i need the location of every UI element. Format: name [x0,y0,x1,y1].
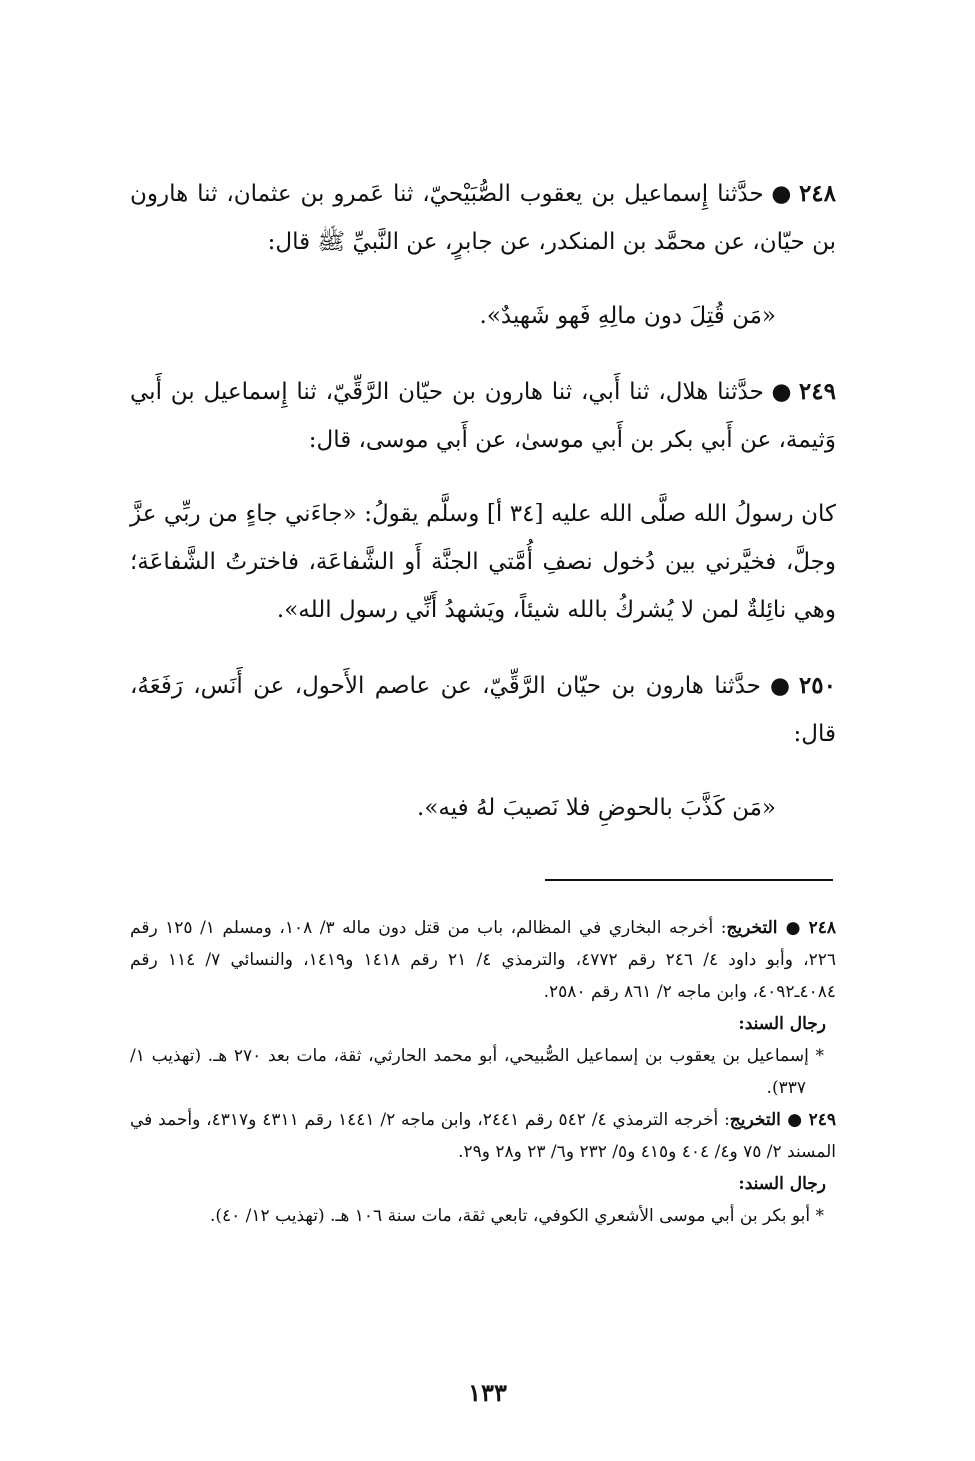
bullet-dot-icon: ● [783,918,803,938]
hadith-number: ٢٤٨ [798,180,836,207]
footnotes [130,912,836,1232]
hadith-249 [130,368,836,464]
footnote-number: ٢٤٨ [808,918,836,938]
takhrij-label: التخريج [729,1110,781,1130]
bullet-dot-icon: ● [769,378,793,405]
bullet-dot-icon: ● [769,180,793,207]
footnote-number: ٢٤٩ [808,1110,836,1130]
hadith-250 [130,662,836,758]
hadith-isnad: حدَّثنا هارون بن حيّان الرَّقِّيّ، عن عاصم الأَحول، عن أَنَس، رَفَعَهُ، قال: [130,673,836,747]
page-number: ١٣٣ [468,1378,507,1407]
hadith-isnad: حدَّثنا هلال، ثنا أَبي، ثنا هارون بن حيّان الرَّقِّيّ، ثنا إِسماعيل بن أَبي وَثيمة، عن أَبي بكر بن أَبي موسىٰ، عن أَبي موسى، قال: [130,379,836,453]
hadith-number: ٢٤٩ [798,378,836,405]
rijal-label: رجال السند: [738,1014,826,1034]
hadith-number: ٢٥٠ [798,672,836,699]
footnote-divider [545,879,833,881]
hadith-248 [130,170,836,266]
hadith-248-matn: «مَن قُتِلَ دون مالِهِ فَهو شَهيدٌ». [479,303,776,329]
rijal-label: رجال السند: [738,1174,826,1194]
bullet-dot-icon: ● [766,672,793,699]
hadith-isnad: حدَّثنا إِسماعيل بن يعقوب الصُّبَيْحيّ، ثنا عَمرو بن عثمان، ثنا هارون بن حيّان، عن محمَّد بن المنكدر، عن جابرٍ، عن النَّبيِّ ﷺ قال: [130,181,836,255]
bullet-dot-icon: ● [786,1110,803,1130]
takhrij-label: التخريج [726,918,778,938]
rijal-item: * أبو بكر بن أبي موسى الأشعري الكوفي، تابعي ثقة، مات سنة ١٠٦ هـ. (تهذيب ١٢/ ٤٠). [209,1206,824,1226]
footnote-249 [130,1104,836,1168]
hadith-250-matn: «مَن كَذَّبَ بالحوضِ فلا نَصيبَ لهُ فيه». [417,795,776,821]
footnote-248 [130,912,836,1008]
main-text [130,170,836,832]
takhrij-text: : أخرجه الترمذي ٤/ ٥٤٢ رقم ٢٤٤١، وابن ماجه ٢/ ١٤٤١ رقم ٤٣١١ و٤٣١٧، وأحمد في المسند ٢/ ٧٥ و٤/ ٤٠٤ و٤١٥ و٥/ ٢٣٢ و٦/ ٢٣ و٢٨ و٢٩. [130,1110,836,1162]
hadith-249-matn: كان رسولُ الله صلَّى الله عليه [٣٤ أ] وسلَّم يقولُ: «جاءَني جاءٍ من ربِّي عزَّ وجلَّ، فخيَّرني بين دُخول نصفِ أُمَّتي الجنَّة أَو الشَّفاعَة، فاخترتُ الشَّفاعَة؛ وهي نائِلةٌ لمن لا يُشركُ بالله شيئاً، ويَشهدُ أَنِّي رسول الله». [130,501,836,623]
rijal-item: * إسماعيل بن يعقوب بن إسماعيل الصُّبيحي، أبو محمد الحارثي، ثقة، مات بعد ٢٧٠ هـ. (تهذيب ١/ ٣٣٧). [130,1046,825,1098]
takhrij-text: : أخرجه البخاري في المظالم، باب من قتل دون ماله ٣/ ١٠٨، ومسلم ١/ ١٢٥ رقم ٢٢٦، وأبو داود ٤/ ٢٤٦ رقم ٤٧٧٢، والترمذي ٤/ ٢١ رقم ١٤١٨ و١٤١٩، والنسائي ٧/ ١١٤ رقم ٤٠٨٤ـ٤٠٩٢، وابن ماجه ٢/ ٨٦١ رقم ٢٥٨٠. [130,918,836,1002]
